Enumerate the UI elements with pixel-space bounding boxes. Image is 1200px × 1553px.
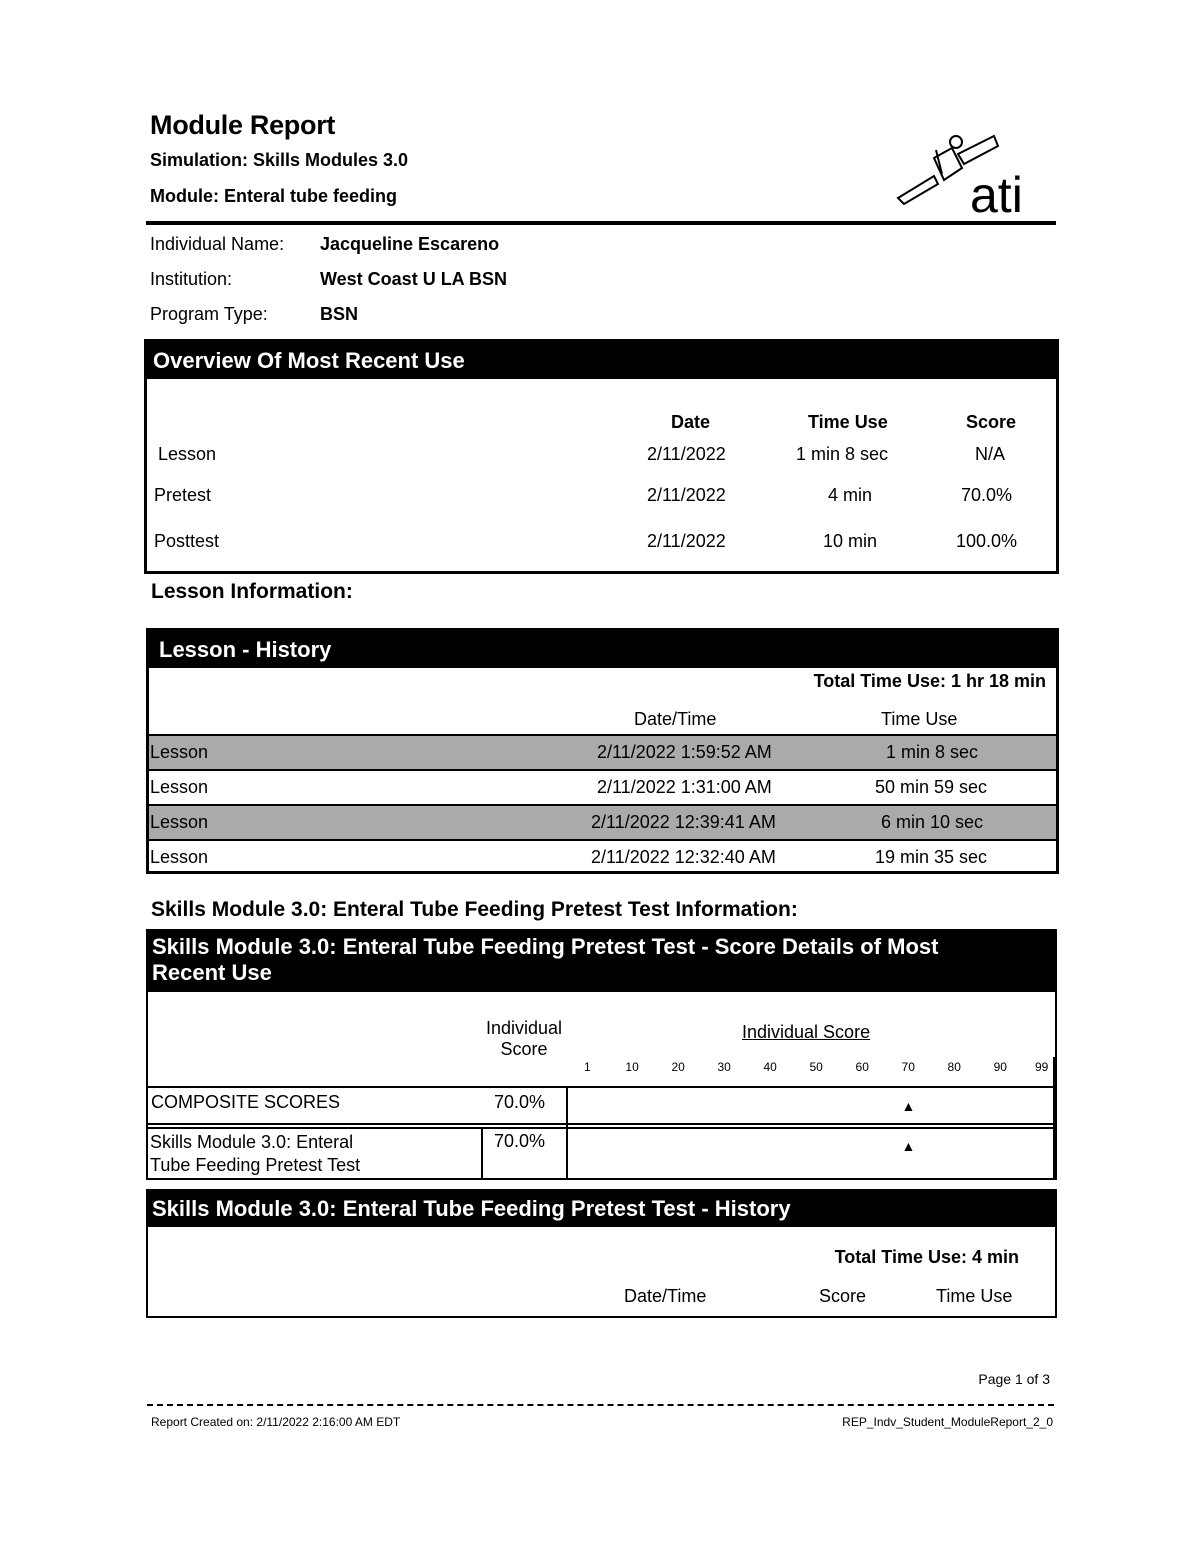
pretest-history-title: Skills Module 3.0: Enteral Tube Feeding Pretest Test - History xyxy=(148,1191,1055,1227)
module-line xyxy=(150,186,397,207)
scale-right-edge xyxy=(1053,1057,1055,1087)
pretest-row-label-line: Tube Feeding Pretest Test xyxy=(150,1155,361,1175)
lesson-total-time: Total Time Use: 1 hr 18 min xyxy=(813,671,1046,691)
pretest-information-heading: Skills Module 3.0: Enteral Tube Feeding Pretest Test Information: xyxy=(151,898,798,921)
scale-tick-label: 70 xyxy=(901,1060,915,1074)
report-title: Module Report xyxy=(150,110,336,140)
scale-tick-label: 60 xyxy=(855,1060,869,1074)
overview-row-date: 2/11/2022 xyxy=(647,485,726,505)
page-number: Page 1 of 3 xyxy=(978,1371,1050,1387)
institution-label: Institution: xyxy=(150,269,233,289)
header-divider xyxy=(146,221,1056,225)
lesson-row-time: 50 min 59 sec xyxy=(875,777,988,797)
ati-logo-text: ati xyxy=(970,167,1023,220)
lesson-row-datetime: 2/11/2022 12:32:40 AM xyxy=(591,847,776,867)
lesson-information-heading: Lesson Information: xyxy=(151,580,353,603)
overview-row-score: 70.0% xyxy=(961,485,1013,505)
lesson-history-row xyxy=(149,839,1056,871)
lesson-row-label: Lesson xyxy=(150,777,209,797)
lesson-row-label: Lesson xyxy=(150,742,209,762)
scale-tick-label: 50 xyxy=(809,1060,823,1074)
individual-score-col-header xyxy=(474,1018,574,1060)
overview-row-time: 4 min xyxy=(828,485,873,505)
institution-value: West Coast U LA BSN xyxy=(320,269,508,289)
pretest-row-label-line: Skills Module 3.0: Enteral xyxy=(150,1132,354,1152)
lesson-row-label: Lesson xyxy=(150,812,209,832)
simulation-label: Simulation: xyxy=(150,150,248,170)
overview-row-label: Pretest xyxy=(154,485,212,505)
lesson-history-row xyxy=(149,769,1056,804)
pretest-history-col-score: Score xyxy=(819,1286,867,1306)
overview-row-score: 100.0% xyxy=(956,531,1018,551)
scale-tick-label: 30 xyxy=(717,1060,731,1074)
scale-tick-label: 1 xyxy=(584,1060,591,1074)
individual-name-label: Individual Name: xyxy=(150,234,285,254)
overview-col-score: Score xyxy=(966,412,1017,432)
score-marker: ▲ xyxy=(901,1138,916,1154)
lesson-col-datetime: Date/Time xyxy=(634,709,717,729)
individual-score-scale-title: Individual Score xyxy=(742,1022,871,1042)
overview-row-time: 1 min 8 sec xyxy=(796,444,889,464)
overview-row-date: 2/11/2022 xyxy=(647,531,726,551)
overview-row-label: Posttest xyxy=(154,531,220,551)
score-details-divider xyxy=(148,1127,1055,1129)
ati-logo xyxy=(894,128,1044,220)
lesson-row-time: 19 min 35 sec xyxy=(875,847,988,867)
overview-col-date: Date xyxy=(671,412,711,432)
scale-tick-label: 10 xyxy=(625,1060,639,1074)
pretest-total-time: Total Time Use: 4 min xyxy=(834,1247,1019,1267)
scale-tick-label: 40 xyxy=(763,1060,777,1074)
individual-score-col-header-line: Score xyxy=(500,1039,548,1059)
pretest-row-label xyxy=(150,1131,360,1177)
overview-panel xyxy=(144,339,1059,574)
score-details-title xyxy=(148,929,1055,992)
score-details-panel xyxy=(146,929,1057,1180)
module-value: Enteral tube feeding xyxy=(224,186,398,206)
score-details-divider xyxy=(148,1086,1055,1088)
report-id: REP_Indv_Student_ModuleReport_2_0 xyxy=(842,1415,1053,1429)
lesson-row-time: 1 min 8 sec xyxy=(886,742,979,762)
scale-tick-label: 90 xyxy=(993,1060,1007,1074)
overview-row-date: 2/11/2022 xyxy=(647,444,726,464)
pretest-history-col-timeuse: Time Use xyxy=(936,1286,1013,1306)
program-type-value: BSN xyxy=(320,304,359,324)
score-col-divider xyxy=(1053,1086,1055,1178)
lesson-row-datetime: 2/11/2022 1:31:00 AM xyxy=(597,777,772,797)
lesson-row-label: Lesson xyxy=(150,847,209,867)
simulation-value: Skills Modules 3.0 xyxy=(253,150,409,170)
overview-row-time: 10 min xyxy=(823,531,878,551)
scale-tick-label: 80 xyxy=(947,1060,961,1074)
pretest-score-value: 70.0% xyxy=(494,1131,546,1151)
lesson-history-row xyxy=(149,734,1056,769)
score-marker: ▲ xyxy=(901,1098,916,1114)
score-details-title-line: Skills Module 3.0: Enteral Tube Feeding Pretest Test - Score Details of Most xyxy=(152,934,939,959)
program-type-row xyxy=(150,304,358,325)
overview-row-label: Lesson xyxy=(158,444,217,464)
lesson-col-timeuse: Time Use xyxy=(881,709,958,729)
individual-name-value: Jacqueline Escareno xyxy=(320,234,500,254)
lesson-history-row xyxy=(149,804,1056,839)
individual-score-col-header-line: Individual xyxy=(485,1018,563,1038)
pretest-history-panel xyxy=(146,1189,1057,1318)
scale-tick-label: 20 xyxy=(671,1060,685,1074)
overview-col-timeuse: Time Use xyxy=(808,412,888,432)
lesson-history-panel xyxy=(146,628,1059,874)
composite-score-value: 70.0% xyxy=(494,1092,546,1112)
score-details-divider xyxy=(148,1123,1055,1125)
score-details-title-line: Recent Use xyxy=(152,960,272,985)
overview-title: Overview Of Most Recent Use xyxy=(147,342,1056,379)
score-col-divider xyxy=(566,1086,568,1178)
individual-name-row xyxy=(150,234,499,255)
lesson-row-datetime: 2/11/2022 12:39:41 AM xyxy=(591,812,776,832)
simulation-line xyxy=(150,150,408,171)
report-created: Report Created on: 2/11/2022 2:16:00 AM EDT xyxy=(151,1415,401,1429)
lesson-history-title: Lesson - History xyxy=(149,631,1056,668)
lesson-row-datetime: 2/11/2022 1:59:52 AM xyxy=(597,742,772,762)
footer-divider xyxy=(147,1404,1054,1406)
overview-row-score: N/A xyxy=(975,444,1006,464)
institution-row xyxy=(150,269,507,290)
module-label: Module: xyxy=(150,186,219,206)
scale-tick-label: 99 xyxy=(1035,1060,1049,1074)
program-type-label: Program Type: xyxy=(150,304,268,324)
score-col-divider xyxy=(481,1127,483,1178)
lesson-row-time: 6 min 10 sec xyxy=(881,812,984,832)
composite-scores-label: COMPOSITE SCORES xyxy=(151,1092,341,1112)
pretest-history-col-datetime: Date/Time xyxy=(624,1286,707,1306)
